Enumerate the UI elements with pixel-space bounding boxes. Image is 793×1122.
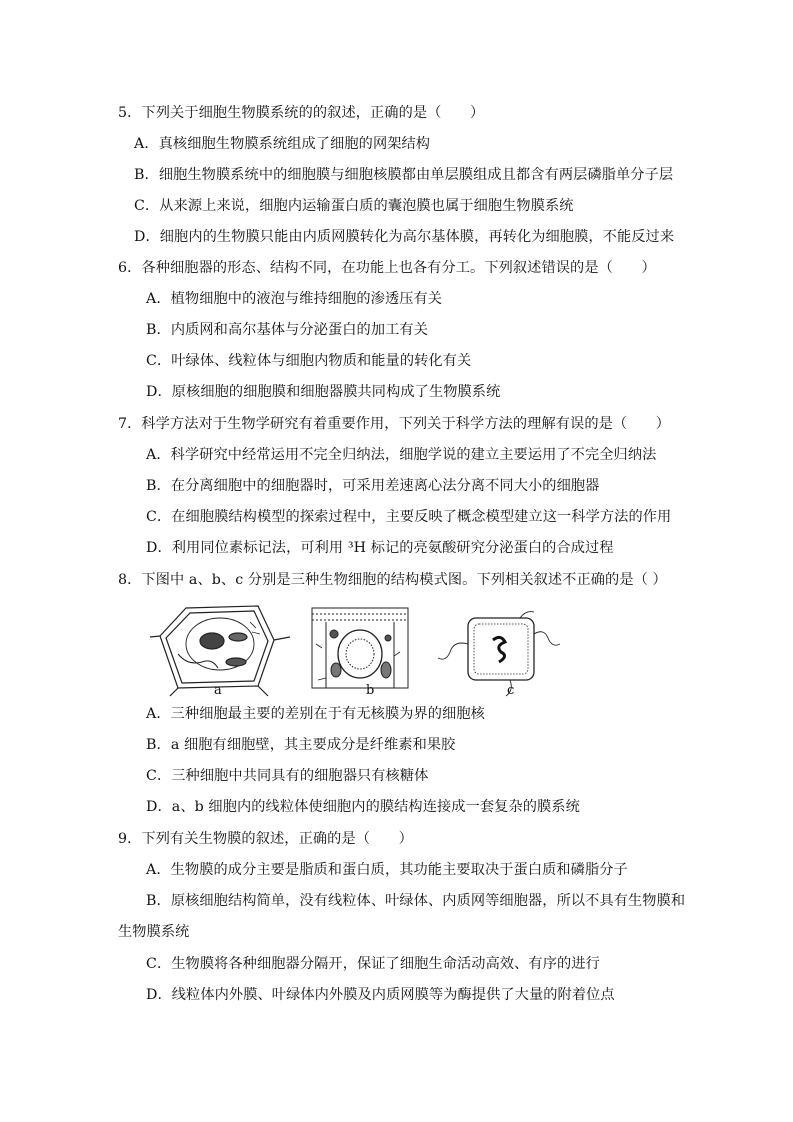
- question-6-option-d: D．原核细胞的细胞膜和细胞器膜共同构成了生物膜系统: [146, 384, 501, 400]
- question-6-option-b: B．内质网和高尔基体与分泌蛋白的加工有关: [146, 322, 428, 338]
- question-7-option-b: B．在分离细胞中的细胞器时，可采用差速离心法分离不同大小的细胞器: [146, 478, 600, 494]
- figure-label-a: a: [214, 683, 222, 698]
- question-5-option-d: D．细胞内的生物膜只能由内质网膜转化为高尔基体膜，再转化为细胞膜，不能反过来: [134, 229, 675, 245]
- question-7-option-c: C．在细胞膜结构模型的探索过程中，主要反映了概念模型建立这一科学方法的作用: [146, 509, 672, 525]
- question-7-stem: 7．科学方法对于生物学研究有着重要作用，下列关于科学方法的理解有误的是（ ）: [118, 416, 671, 432]
- question-8-option-b: B．a 细胞有细胞壁，其主要成分是纤维素和果胶: [146, 737, 456, 753]
- question-8-option-c: C．三种细胞中共同具有的细胞器只有核糖体: [146, 768, 429, 784]
- question-9-option-b-continuation: 生物膜系统: [118, 924, 190, 940]
- question-9-option-d: D．线粒体内外膜、叶绿体内外膜及内质网膜等为酶提供了大量的附着位点: [146, 987, 615, 1003]
- question-9-option-c: C．生物膜将各种细胞器分隔开，保证了细胞生命活动高效、有序的进行: [146, 956, 600, 972]
- question-9-option-b: B．原核细胞结构简单，没有线粒体、叶绿体、内质网等细胞器，所以不具有生物膜和: [146, 893, 686, 909]
- question-7-option-d: D．利用同位素标记法，可利用 ³H 标记的亮氨酸研究分泌蛋白的合成过程: [146, 540, 614, 556]
- cell-structure-figure: [150, 604, 570, 699]
- question-5-option-a: A．真核细胞生物膜系统组成了细胞的网架结构: [134, 136, 431, 152]
- question-6-option-c: C．叶绿体、线粒体与细胞内物质和能量的转化有关: [146, 353, 472, 369]
- bacterium-diagram: [438, 612, 560, 696]
- question-8-option-d: D．a、b 细胞内的线粒体使细胞内的膜结构连接成一套复杂的膜系统: [146, 799, 580, 815]
- question-8-stem: 8．下图中 a、b、c 分别是三种生物细胞的结构模式图。下列相关叙述不正确的是（ ）: [118, 572, 667, 588]
- question-7-option-a: A．科学研究中经常运用不完全归纳法，细胞学说的建立主要运用了不完全归纳法: [146, 447, 657, 463]
- figure-label-b: b: [366, 683, 375, 698]
- question-6-option-a: A．植物细胞中的液泡与维持细胞的渗透压有关: [146, 291, 443, 307]
- question-9-option-a: A．生物膜的成分主要是脂质和蛋白质，其功能主要取决于蛋白质和磷脂分子: [146, 862, 628, 878]
- animal-cell-diagram: [312, 608, 408, 688]
- figure-label-c: c: [507, 683, 515, 698]
- question-6-stem: 6．各种细胞器的形态、结构不同，在功能上也各有分工。下列叙述错误的是（ ）: [118, 260, 656, 276]
- question-5-option-c: C．从来源上来说，细胞内运输蛋白质的囊泡膜也属于细胞生物膜系统: [134, 198, 574, 214]
- question-8-option-a: A．三种细胞最主要的差别在于有无核膜为界的细胞核: [146, 706, 485, 722]
- question-5-option-b: B．细胞生物膜系统中的细胞膜与细胞核膜都由单层膜组成且都含有两层磷脂单分子层: [134, 167, 674, 183]
- question-9-stem: 9．下列有关生物膜的叙述，正确的是（ ）: [118, 831, 413, 847]
- question-5-stem: 5．下列关于细胞生物膜系统的的叙述，正确的是（ ）: [118, 105, 485, 121]
